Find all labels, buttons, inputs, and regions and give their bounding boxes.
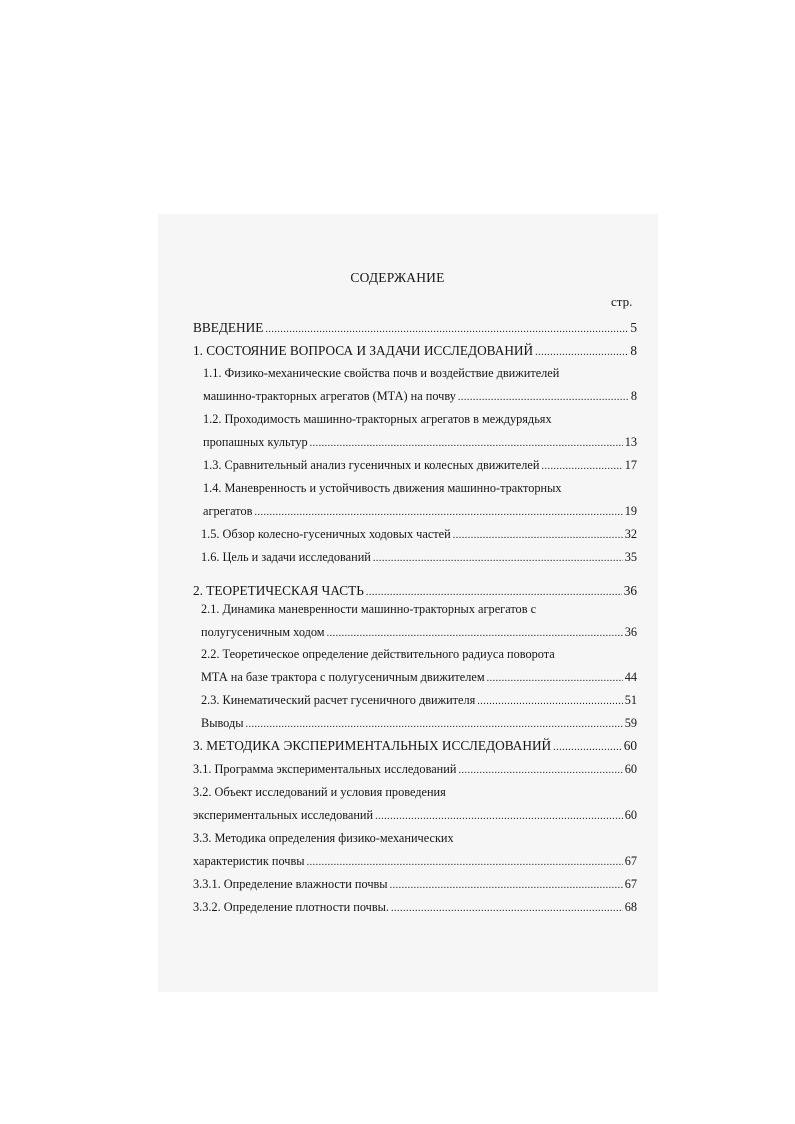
toc-entry-text: характеристик почвы [193,854,305,868]
toc-entry [193,804,637,826]
toc-entry [203,454,637,476]
dot-leader [375,806,623,828]
toc-entry [203,385,637,407]
toc-entry [193,873,637,895]
dot-leader [307,852,623,874]
toc-entry [193,896,637,918]
dot-leader [458,760,622,782]
dot-leader [391,898,623,920]
toc-entry [201,546,637,568]
toc-entry-page: 17 [624,458,637,472]
toc-entry-page: 35 [624,550,637,564]
toc-entry [203,431,637,453]
toc-entry-page: 8 [630,389,637,403]
toc-entry-text: 2.1. Динамика маневренности машинно-тракторных агрегатов с [201,602,537,616]
toc-entry-line [203,477,633,499]
toc-entry-text: 3.2. Объект исследований и условия проведения [193,785,446,799]
toc-entry-page: 36 [623,583,637,598]
toc-entry-line [203,408,633,430]
toc-entry-text: полугусеничным ходом [201,625,325,639]
toc-entry-text: 1.2. Проходимость машинно-тракторных агрегатов в междурядьях [203,412,552,426]
toc-entry-text: 1.4. Маневренность и устойчивость движения машинно-тракторных [203,481,562,495]
toc-entry-page: 60 [624,762,637,776]
toc-entry-page: 5 [630,320,637,335]
toc-entry-text: 1.3. Сравнительный анализ гусеничных и колесных движителей [203,458,540,472]
toc-entry [201,712,637,734]
toc-entry [193,317,637,339]
toc-entry-line [201,598,631,620]
dot-leader [373,548,623,570]
toc-entry-text: МТА на базе трактора с полугусеничным движителем [201,670,485,684]
toc-entry-page: 67 [624,877,637,891]
toc-entry-text: 1.1. Физико-механические свойства почв и воздействие движителей [203,366,560,380]
toc-entry-text: агрегатов [203,504,253,518]
toc-entry-page: 68 [624,900,637,914]
dot-leader [265,319,628,341]
toc-entry [201,689,637,711]
toc-entry-text: 1.6. Цель и задачи исследований [201,550,371,564]
toc-entry-text: 1. СОСТОЯНИЕ ВОПРОСА И ЗАДАЧИ ИССЛЕДОВАНИЙ [193,343,534,358]
toc-entry-page: 59 [624,716,637,730]
toc-entry-line [203,362,633,384]
dot-leader [254,502,622,524]
toc-entry-text: экспериментальных исследований [193,808,374,822]
toc-entry-page: 36 [624,625,637,639]
dot-leader [458,387,629,409]
toc-entry [201,621,637,643]
toc-entry-text: машинно-тракторных агрегатов (МТА) на почву [203,389,456,403]
toc-entry-page: 67 [624,854,637,868]
dot-leader [246,714,623,736]
toc-entry [201,523,637,545]
toc-entry-text: 2. ТЕОРЕТИЧЕСКАЯ ЧАСТЬ [193,583,364,598]
toc-entry-page: 8 [630,343,637,358]
toc-entry [201,666,637,688]
toc-entry-text: 3.1. Программа экспериментальных исследований [193,762,457,776]
toc-entry [203,500,637,522]
toc-entry [193,735,637,757]
dot-leader [310,433,623,455]
toc-entry-page: 19 [624,504,637,518]
toc-entry-text: 3.3. Методика определения физико-механических [193,831,454,845]
toc-entry-page: 44 [624,670,637,684]
toc-entry [193,758,637,780]
page-column-label: стр. [611,294,633,309]
toc-entry-text: 2.2. Теоретическое определение действительного радиуса поворота [201,647,555,661]
page-title: СОДЕРЖАНИЕ [350,270,445,285]
dot-leader [535,342,628,364]
dot-leader [553,737,622,759]
toc-entry [193,340,637,362]
toc-entry-text: Выводы [201,716,244,730]
dot-leader [390,875,623,897]
toc-entry-text: пропашных культур [203,435,308,449]
toc-entry-page: 60 [623,738,637,753]
toc-entry-line [193,827,633,849]
toc-entry-page: 32 [624,527,637,541]
toc-entry-text: 3.3.2. Определение плотности почвы. [193,900,389,914]
dot-leader [453,525,623,547]
toc-entry-text: 3.3.1. Определение влажности почвы [193,877,388,891]
dot-leader [327,623,623,645]
dot-leader [477,691,622,713]
dot-leader [541,456,622,478]
toc-entry-line [193,781,633,803]
dot-leader [487,668,623,690]
toc-entry-page: 60 [624,808,637,822]
toc-entry [193,850,637,872]
toc-entry-line [201,643,631,665]
toc-entry-page: 13 [624,435,637,449]
toc-entry-page: 51 [624,693,637,707]
toc-entry-text: 1.5. Обзор колесно-гусеничных ходовых частей [201,527,451,541]
toc-entry-text: 3. МЕТОДИКА ЭКСПЕРИМЕНТАЛЬНЫХ ИССЛЕДОВАНИЙ [193,738,552,753]
toc-entry-text: ВВЕДЕНИЕ [193,320,264,335]
toc-entry-text: 2.3. Кинематический расчет гусеничного движителя [201,693,476,707]
